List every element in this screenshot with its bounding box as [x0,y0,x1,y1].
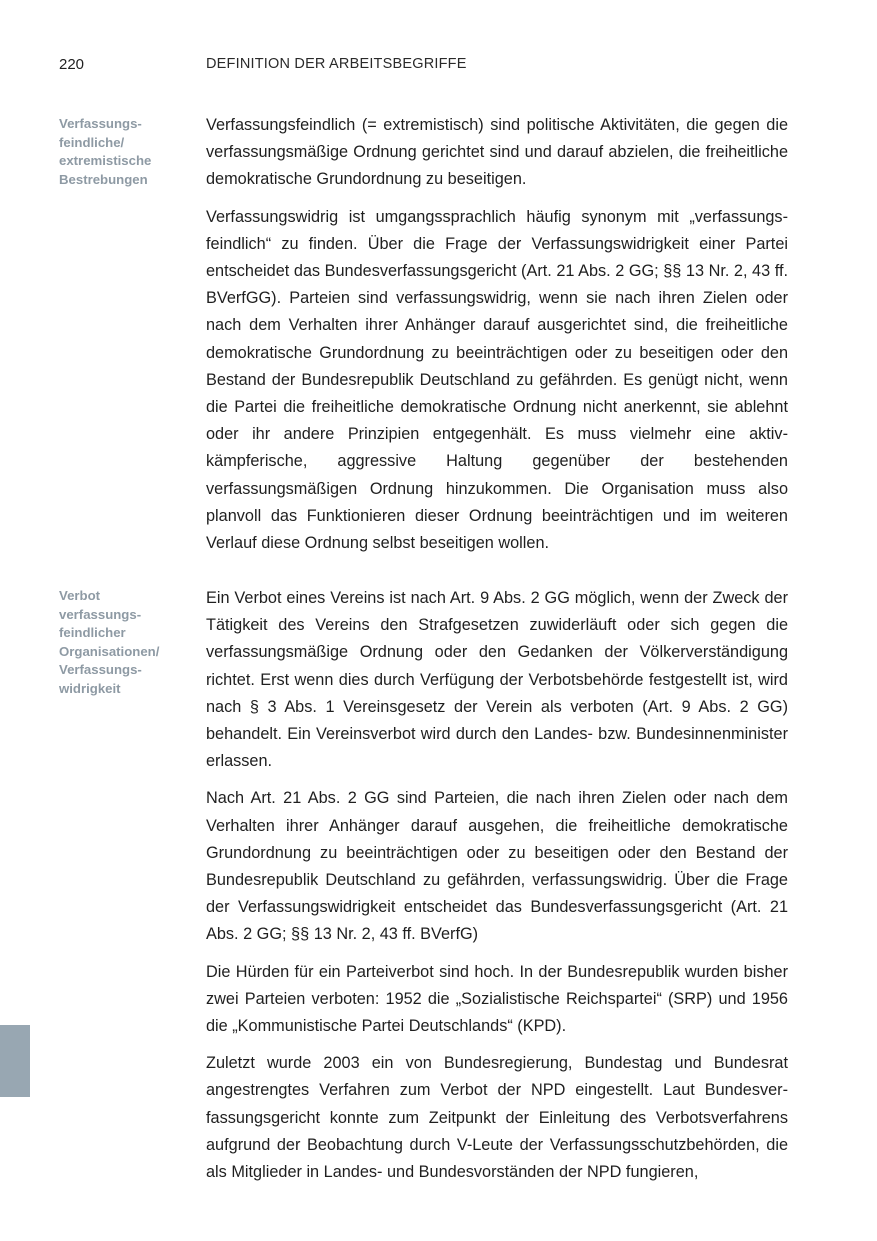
margin-note-line: feindlicher [59,625,126,640]
paragraph: Verfassungsfeindlich (= extremistisch) sind politische Aktivitäten, die gegen die verfassungsmäßige Ordnung gerichtet sind und darauf abzielen, die freiheitliche demokratische Grundordnung zu beseitigen. [206,116,788,189]
margin-note-line: Verbot [59,588,101,603]
paragraph: Die Hürden für ein Parteiverbot sind hoch. In der Bundesrepublik wurden bisher zwei Parteien verboten: 1952 die „Sozialistische Reichspartei“ (SRP) und 1956 die „Kommunistische Partei Deutschlands“ (KPD). [206,962,788,1036]
margin-note-extremistische-bestrebungen [59,115,184,189]
margin-note-verbot [59,587,184,698]
running-head: DEFINITION DER ARBEITSBEGRIFFE [206,56,467,72]
paragraph: Verfassungswidrig ist umgangssprachlich häufig synonym mit „verfassungsfeindlich“ zu finden. Über die Frage der Verfassungswidrigkeit einer Partei entscheidet das Bundesverfassungsgericht (Art. 21 Abs. 2 GG; §§ 13 Nr. 2, 43 ff. BVerfGG). Parteien sind verfassungswidrig, wenn sie nach ihren Zielen oder nach dem Verhalten ihrer Anhänger darauf ausgerichtet sind, die freiheitliche demokratische Grundordnung zu beeinträchtigen oder zu beseitigen oder den Bestand der Bundesrepublik Deutschland zu gefährden. Es genügt nicht, wenn die Partei die freiheitliche demokratische Ordnung nicht anerkennt, sie ablehnt oder ihr andere Prinzipien entgegenhält. Es muss vielmehr eine aktiv-kämpferische, aggressive Haltung gegenüber der bestehenden verfassungsmäßigen Ordnung hinzukommen. Die Organisation muss also planvoll das Funktionieren dieser Ordnung beeinträchtigen und im weiteren Verlauf diese Ordnung selbst beseitigen wollen. [206,207,788,553]
section-verfassungsfeindlich [206,112,788,567]
margin-note-line: verfassungs- [59,606,142,622]
paragraph: Nach Art. 21 Abs. 2 GG sind Parteien, die nach ihren Zielen oder nach dem Verhalten ihrer Anhänger darauf ausgehen, die freiheitliche demokratische Grundordnung zu beeinträchtigen oder zu beseitigen oder den Bestand der Bundesrepublik Deutschland zu gefährden, verfassungswidrig. Über die Frage der Verfassungswidrigkeit entscheidet das Bundesverfassungsgericht (Art. 21 Abs. 2 GG; §§ 13 Nr. 2, 43 ff. BVerfG) [206,789,788,944]
margin-note-line: feindliche/ [59,134,125,150]
paragraph: Zuletzt wurde 2003 ein von Bundesregierung, Bundestag und Bundesrat angestrengtes Verfahren zum Verbot der NPD eingestellt. Laut Bundesverfassungsgericht konnte zum Zeitpunkt der Einleitung des Verbotsverfahrens aufgrund der Beobachtung durch V-Leute der Verfassungsschutzbehörden, die als Mitglieder in Landes- und Bundesvorständen der NPD fungieren, [206,1054,788,1182]
section-verbot [206,585,788,1196]
margin-note-line: Verfassungs- [59,116,142,131]
margin-note-line: Organisationen/ [59,643,160,659]
margin-note-line: Bestrebungen [59,171,148,187]
margin-note-line: Verfassungs- [59,662,142,677]
thumb-index-tab [0,1025,30,1097]
margin-note-line: widrigkeit [59,680,121,696]
paragraph: Ein Verbot eines Vereins ist nach Art. 9 Abs. 2 GG möglich, wenn der Zweck der Tätigkeit des Vereins den Strafgesetzen zuwiderläuft oder sich gegen die verfassungsmäßige Ordnung oder den Gedanken der Völkerverständigung richtet. Erst wenn dies durch Verfügung der Verbotsbehörde festgestellt ist, wird nach § 3 Abs. 1 Vereinsgesetz der Verein als verboten (Art. 9 Abs. 2 GG) behandelt. Ein Vereinsverbot wird durch den Landes- bzw. Bundesinnenminister erlassen. [206,589,788,771]
margin-note-line: extremistische [59,153,152,168]
page-number: 220 [59,56,85,73]
